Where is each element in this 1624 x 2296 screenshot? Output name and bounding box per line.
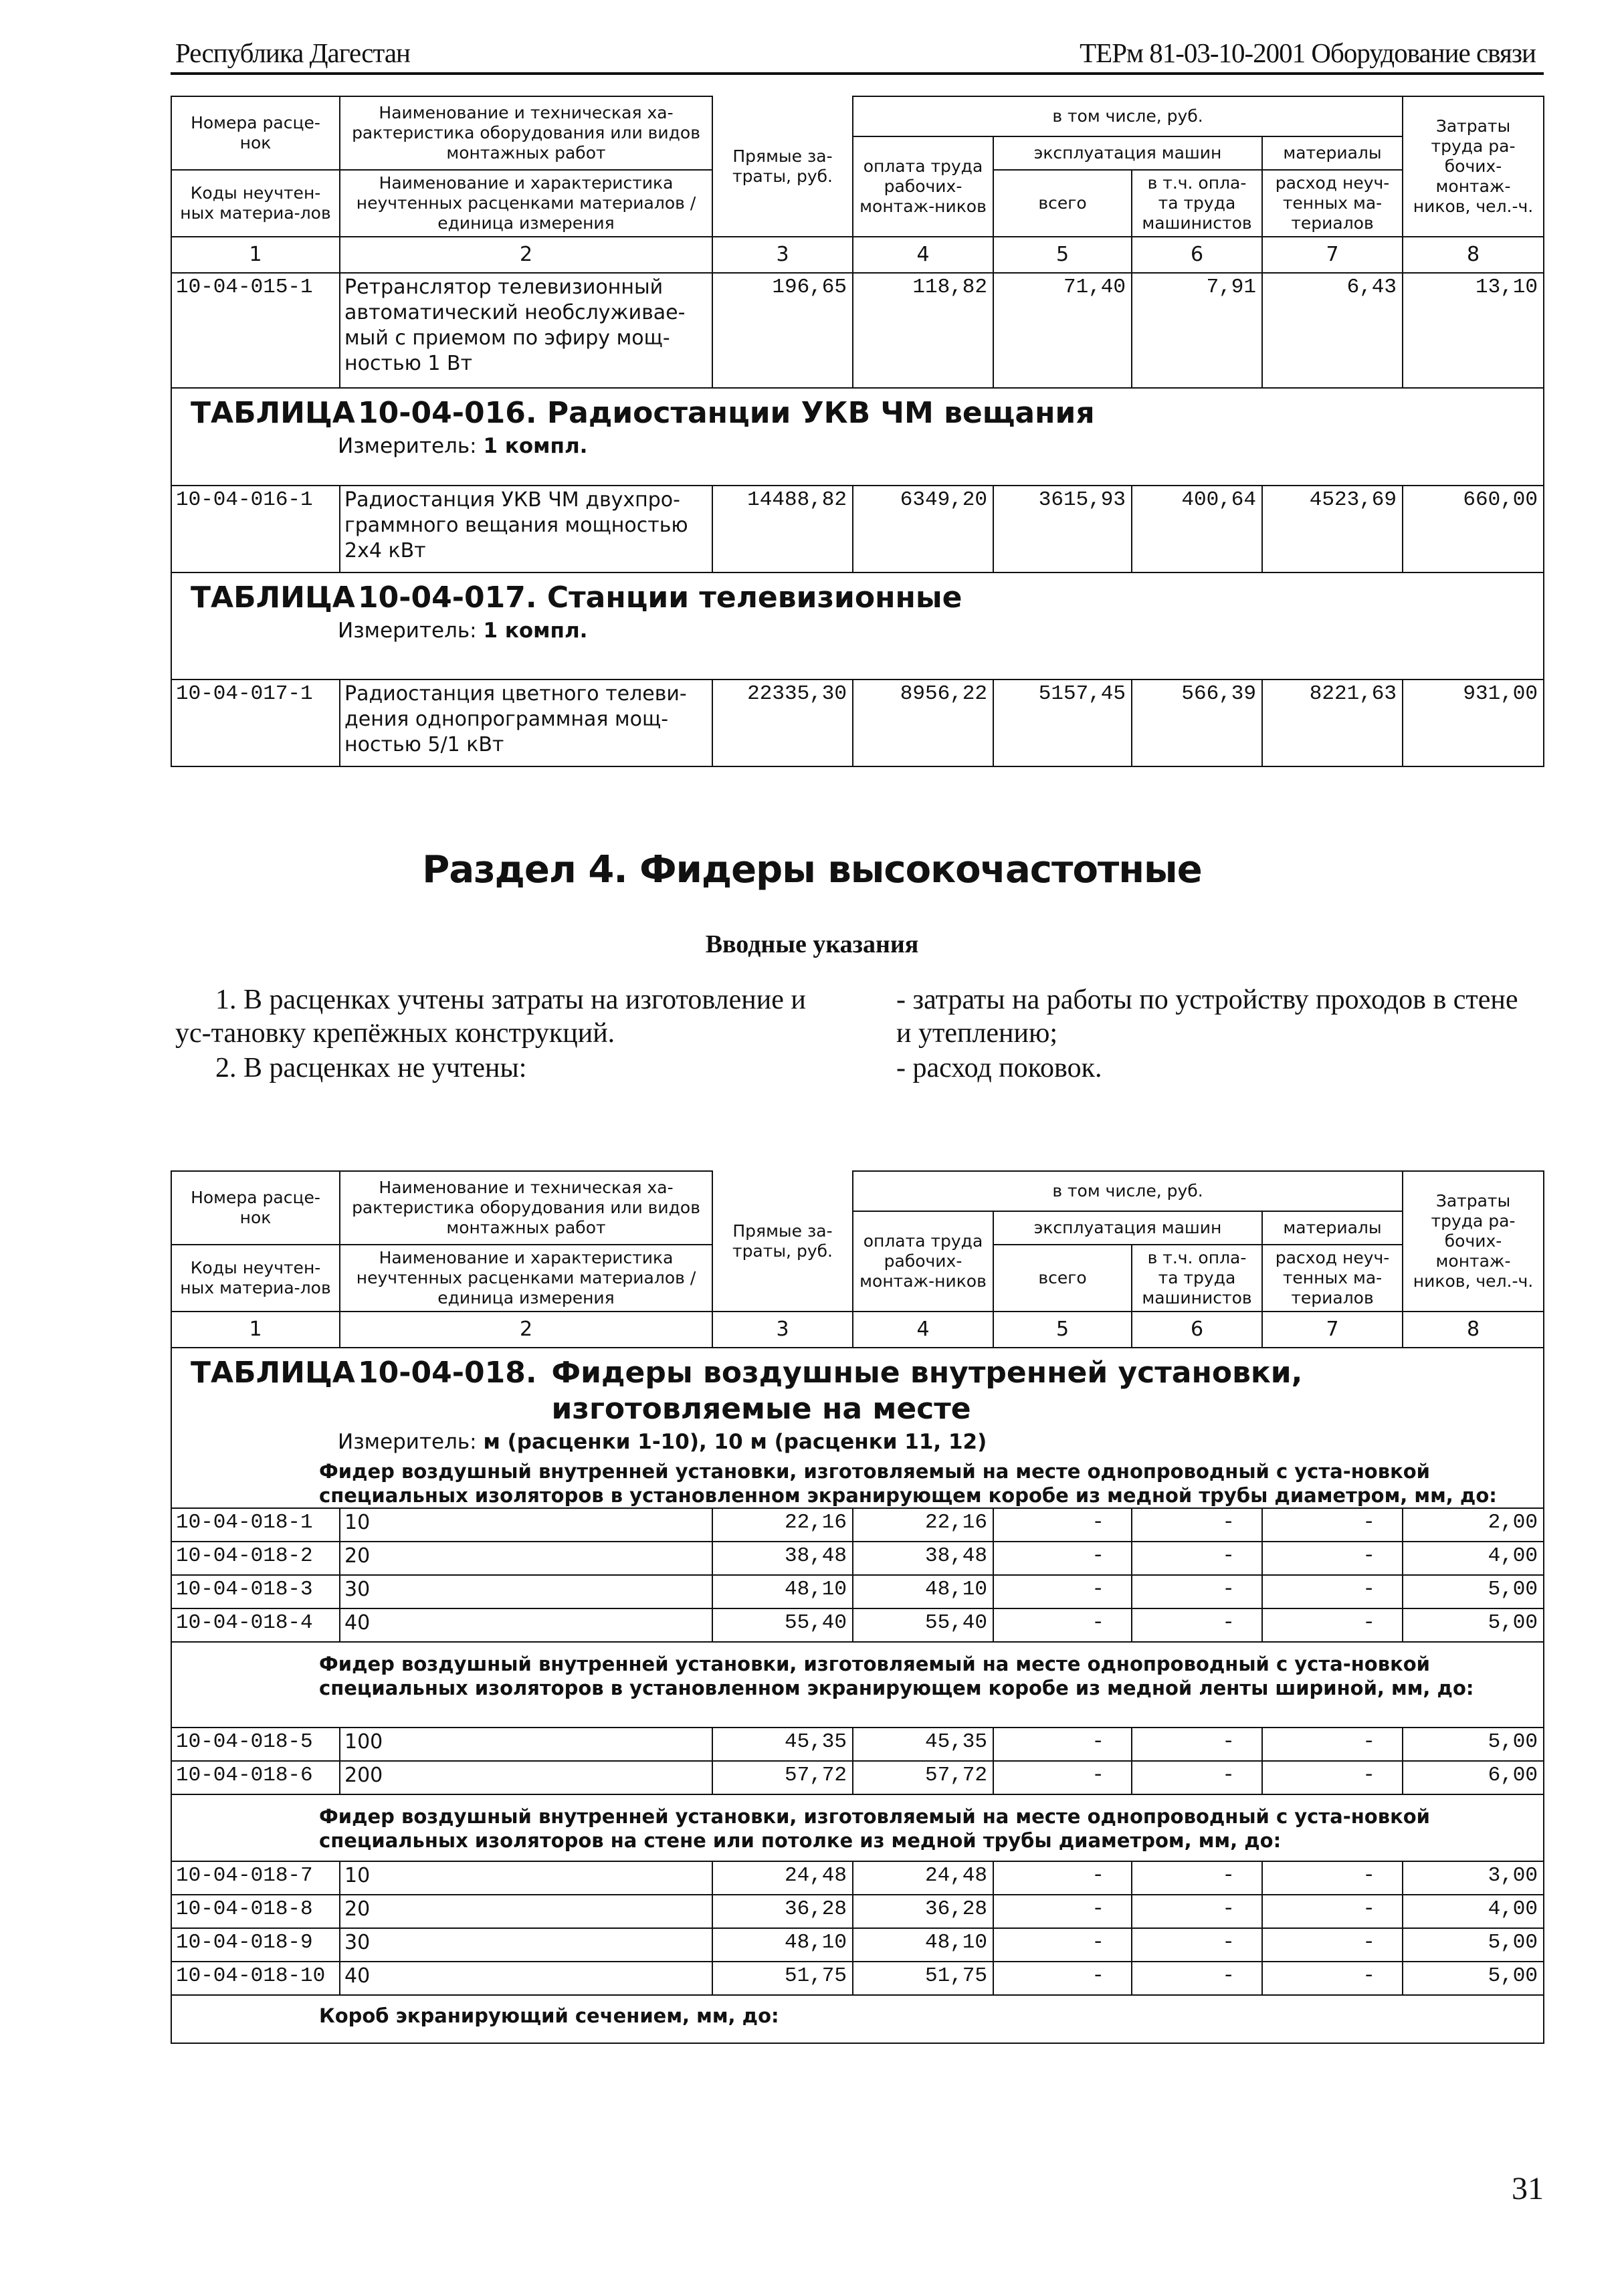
labor-hours: 2,00 (1403, 1508, 1544, 1542)
rate-name: 40 (340, 1608, 712, 1642)
group-2-rows (171, 1728, 1544, 1794)
col-head-machines-incl: в т.ч. опла-та труда машинистов (1132, 170, 1262, 237)
rate-name: Радиостанция УКВ ЧМ двухпро-граммного вещания мощностью 2х4 кВт (340, 486, 712, 572)
rate-code: 10-04-018-4 (171, 1608, 340, 1642)
labor-hours: 4,00 (1403, 1542, 1544, 1575)
rate-code: 10-04-018-9 (171, 1928, 340, 1962)
group-row (171, 1995, 1544, 2043)
col-num: 1 (171, 1312, 340, 1348)
machines-total: - (993, 1542, 1132, 1575)
machines-total: - (993, 1928, 1132, 1962)
materials: - (1262, 1728, 1403, 1761)
col-head-labor: Затраты труда ра-бочих-монтаж-ников, чел.-ч. (1403, 96, 1544, 237)
direct-cost: 196,65 (712, 273, 853, 388)
direct-cost: 48,10 (712, 1928, 853, 1962)
col-head-direct: Прямые за-траты, руб. (712, 1171, 853, 1312)
col-num: 8 (1403, 1312, 1544, 1348)
rate-code: 10-04-018-10 (171, 1962, 340, 1995)
labor-pay: 48,10 (853, 1928, 993, 1962)
table-number: 10-04-016. (358, 396, 537, 430)
col-head-materials: материалы (1262, 1211, 1403, 1245)
col-head-machines-incl: в т.ч. опла-та труда машинистов (1132, 1245, 1262, 1312)
machines-incl: - (1132, 1542, 1262, 1575)
labor-hours: 660,00 (1403, 486, 1544, 572)
materials: - (1262, 1928, 1403, 1962)
direct-cost: 36,28 (712, 1895, 853, 1928)
materials: - (1262, 1861, 1403, 1895)
labor-pay: 38,48 (853, 1542, 993, 1575)
machines-total: - (993, 1962, 1132, 1995)
group-heading: Фидер воздушный внутренней установки, изготовляемый на месте однопроводный с уста-новкой специальных изоляторов в установленном экранирующем коробе из медной ленты шириной, мм, до: (319, 1653, 1474, 1699)
measure-label: Измеритель: (338, 434, 477, 458)
col-head-materials-sub: расход неуч-тенных ма-териалов (1262, 170, 1403, 237)
rate-code: 10-04-018-8 (171, 1895, 340, 1928)
rate-code: 10-04-018-6 (171, 1761, 340, 1794)
col-head-materials-sub: расход неуч-тенных ма-териалов (1262, 1245, 1403, 1312)
col-num: 7 (1262, 1312, 1403, 1348)
col-num: 2 (340, 1312, 712, 1348)
materials: - (1262, 1575, 1403, 1608)
machines-incl: - (1132, 1895, 1262, 1928)
group-row (171, 1794, 1544, 1861)
group-3-rows (171, 1861, 1544, 1995)
machines-total: - (993, 1608, 1132, 1642)
col-head-name-top: Наименование и техническая ха-рактеристика оборудования или видов монтажных работ (340, 1171, 712, 1245)
labor-hours: 6,00 (1403, 1761, 1544, 1794)
direct-cost: 45,35 (712, 1728, 853, 1761)
machines-incl: - (1132, 1728, 1262, 1761)
rates-table-018 (171, 1170, 1544, 2044)
machines-total: - (993, 1575, 1132, 1608)
rate-code: 10-04-018-7 (171, 1861, 340, 1895)
table-heading-017 (171, 572, 1544, 680)
machines-total: 71,40 (993, 273, 1132, 388)
col-head-labor: Затраты труда ра-бочих-монтаж-ников, чел.-ч. (1403, 1171, 1544, 1312)
col-head-machines-total: всего (993, 1245, 1132, 1312)
col-num: 2 (340, 237, 712, 273)
table-number: 10-04-018. (358, 1356, 537, 1390)
rate-code: 10-04-016-1 (171, 486, 340, 572)
materials: - (1262, 1542, 1403, 1575)
col-head-name-bottom: Наименование и характеристика неучтенных расценками материалов / единица измерения (340, 1245, 712, 1312)
direct-cost: 14488,82 (712, 486, 853, 572)
table-row (171, 1728, 1544, 1761)
materials: 8221,63 (1262, 680, 1403, 766)
table-title: Радиостанции УКВ ЧМ вещания (546, 396, 1095, 430)
labor-pay: 57,72 (853, 1761, 993, 1794)
col-num: 3 (712, 1312, 853, 1348)
section-title: Раздел 4. Фидеры высокочастотные (422, 848, 1202, 892)
materials: - (1262, 1895, 1403, 1928)
rates-table-top (171, 96, 1544, 767)
machines-incl: - (1132, 1761, 1262, 1794)
col-num: 5 (993, 237, 1132, 273)
table-heading-016 (171, 388, 1544, 486)
labor-pay: 6349,20 (853, 486, 993, 572)
measure-label: Измеритель: (338, 619, 477, 643)
table-row (171, 1962, 1544, 1995)
materials: - (1262, 1608, 1403, 1642)
running-header-region: Республика Дагестан (175, 37, 410, 68)
direct-cost: 55,40 (712, 1608, 853, 1642)
col-num: 6 (1132, 237, 1262, 273)
table-row (171, 1928, 1544, 1962)
direct-cost: 38,48 (712, 1542, 853, 1575)
direct-cost: 51,75 (712, 1962, 853, 1995)
machines-total: 5157,45 (993, 680, 1132, 766)
rate-name: 100 (340, 1728, 712, 1761)
machines-total: - (993, 1895, 1132, 1928)
table-row (171, 486, 1544, 572)
col-num: 4 (853, 1312, 993, 1348)
machines-incl: - (1132, 1962, 1262, 1995)
group-row (171, 1642, 1544, 1728)
rate-code: 10-04-018-5 (171, 1728, 340, 1761)
machines-total: - (993, 1861, 1132, 1895)
intro-dash-1: - затраты на работы по устройству проходов в стене и утеплению; (896, 984, 1518, 1049)
labor-pay: 24,48 (853, 1861, 993, 1895)
materials: - (1262, 1761, 1403, 1794)
col-num: 6 (1132, 1312, 1262, 1348)
group-heading: Фидер воздушный внутренней установки, изготовляемый на месте однопроводный с уста-новкой специальных изоляторов в установленном экранирующем коробе из медной трубы диаметром, мм, до: (319, 1460, 1497, 1507)
machines-total: - (993, 1728, 1132, 1761)
labor-hours: 5,00 (1403, 1928, 1544, 1962)
labor-pay: 8956,22 (853, 680, 993, 766)
machines-incl: 566,39 (1132, 680, 1262, 766)
direct-cost: 48,10 (712, 1575, 853, 1608)
machines-incl: - (1132, 1608, 1262, 1642)
machines-incl: - (1132, 1928, 1262, 1962)
table-row (171, 1508, 1544, 1542)
labor-hours: 5,00 (1403, 1575, 1544, 1608)
col-head-incl: в том числе, руб. (853, 96, 1403, 136)
group-heading: Короб экранирующий сечением, мм, до: (319, 2004, 779, 2027)
table-title: Фидеры воздушные внутренней установки, изготовляемые на месте (551, 1356, 1303, 1426)
labor-hours: 3,00 (1403, 1861, 1544, 1895)
labor-hours: 931,00 (1403, 680, 1544, 766)
col-head-machines: эксплуатация машин (993, 1211, 1262, 1245)
labor-hours: 5,00 (1403, 1728, 1544, 1761)
col-num: 3 (712, 237, 853, 273)
col-head-code-bottom: Коды неучтен-ных материа-лов (171, 170, 340, 237)
rate-name: 20 (340, 1895, 712, 1928)
rate-name: Ретранслятор телевизионный автоматический необслуживае-мый с приемом по эфиру мощ-ностью 1 Вт (340, 273, 712, 388)
measure-value: 1 компл. (483, 434, 588, 458)
rate-code: 10-04-017-1 (171, 680, 340, 766)
table-label: ТАБЛИЦА (191, 581, 355, 615)
rate-name: 40 (340, 1962, 712, 1995)
table-row (171, 1608, 1544, 1642)
table-row (171, 1761, 1544, 1794)
materials: 6,43 (1262, 273, 1403, 388)
labor-pay: 55,40 (853, 1608, 993, 1642)
materials: - (1262, 1962, 1403, 1995)
machines-incl: - (1132, 1575, 1262, 1608)
rate-name: 10 (340, 1861, 712, 1895)
machines-incl: - (1132, 1861, 1262, 1895)
intro-dash-2: - расход поковок. (896, 1053, 1102, 1083)
measure-label: Измеритель: (338, 1430, 477, 1454)
table-label: ТАБЛИЦА (191, 1356, 355, 1390)
col-head-name-bottom: Наименование и характеристика неучтенных расценками материалов / единица измерения (340, 170, 712, 237)
machines-total: - (993, 1508, 1132, 1542)
col-head-labor-pay: оплата труда рабочих-монтаж-ников (853, 1211, 993, 1312)
rate-name: 200 (340, 1761, 712, 1794)
machines-incl: - (1132, 1508, 1262, 1542)
table-number: 10-04-017. (358, 581, 537, 615)
rate-name: 30 (340, 1928, 712, 1962)
col-num: 8 (1403, 237, 1544, 273)
table-row (171, 1542, 1544, 1575)
table-row (171, 273, 1544, 388)
running-header-doc-code: ТЕРм 81-03-10-2001 Оборудование связи (1080, 37, 1536, 68)
col-head-code-top: Номера расце-нок (171, 96, 340, 170)
rate-name: Радиостанция цветного телеви-дения однопрограммная мощ-ностью 5/1 кВт (340, 680, 712, 766)
col-num: 1 (171, 237, 340, 273)
rate-name: 10 (340, 1508, 712, 1542)
labor-hours: 5,00 (1403, 1608, 1544, 1642)
direct-cost: 22,16 (712, 1508, 853, 1542)
labor-pay: 36,28 (853, 1895, 993, 1928)
intro-point-1: 1. В расценках учтены затраты на изготовление и ус-тановку крепёжных конструкций. (175, 984, 806, 1049)
intro-point-2: 2. В расценках не учтены: (215, 1053, 527, 1083)
rate-code: 10-04-018-3 (171, 1575, 340, 1608)
materials: 4523,69 (1262, 486, 1403, 572)
labor-pay: 51,75 (853, 1962, 993, 1995)
machines-total: 3615,93 (993, 486, 1132, 572)
table-heading-018 (171, 1348, 1544, 1508)
rate-name: 30 (340, 1575, 712, 1608)
machines-incl: 7,91 (1132, 273, 1262, 388)
machines-incl: 400,64 (1132, 486, 1262, 572)
direct-cost: 24,48 (712, 1861, 853, 1895)
machines-total: - (993, 1761, 1132, 1794)
measure-value: м (расценки 1-10), 10 м (расценки 11, 12) (483, 1430, 987, 1454)
col-head-labor-pay: оплата труда рабочих-монтаж-ников (853, 136, 993, 237)
table-title: Станции телевизионные (546, 581, 962, 615)
labor-hours: 5,00 (1403, 1962, 1544, 1995)
labor-hours: 13,10 (1403, 273, 1544, 388)
table-row (171, 1861, 1544, 1895)
rate-code: 10-04-015-1 (171, 273, 340, 388)
col-head-direct: Прямые за-траты, руб. (712, 96, 853, 237)
col-head-machines: эксплуатация машин (993, 136, 1262, 170)
col-num: 5 (993, 1312, 1132, 1348)
table-row (171, 1895, 1544, 1928)
materials: - (1262, 1508, 1403, 1542)
intro-heading: Вводные указания (705, 930, 919, 958)
col-head-machines-total: всего (993, 170, 1132, 237)
col-head-materials: материалы (1262, 136, 1403, 170)
page-number: 31 (1512, 2171, 1544, 2206)
col-head-code-bottom: Коды неучтен-ных материа-лов (171, 1245, 340, 1312)
labor-hours: 4,00 (1403, 1895, 1544, 1928)
labor-pay: 48,10 (853, 1575, 993, 1608)
group-heading: Фидер воздушный внутренней установки, изготовляемый на месте однопроводный с уста-новкой специальных изоляторов на стене или потолке из медной трубы диаметром, мм, до: (319, 1805, 1431, 1852)
table-label: ТАБЛИЦА (191, 396, 355, 430)
table-row (171, 680, 1544, 766)
col-head-code-top: Номера расце-нок (171, 1171, 340, 1245)
header-rule (171, 72, 1544, 75)
col-num: 4 (853, 237, 993, 273)
direct-cost: 57,72 (712, 1761, 853, 1794)
measure-value: 1 компл. (483, 619, 588, 643)
labor-pay: 45,35 (853, 1728, 993, 1761)
table-row (171, 1575, 1544, 1608)
direct-cost: 22335,30 (712, 680, 853, 766)
col-num: 7 (1262, 237, 1403, 273)
labor-pay: 22,16 (853, 1508, 993, 1542)
rate-code: 10-04-018-2 (171, 1542, 340, 1575)
col-head-incl: в том числе, руб. (853, 1171, 1403, 1211)
rate-code: 10-04-018-1 (171, 1508, 340, 1542)
group-1-rows (171, 1508, 1544, 1642)
col-head-name-top: Наименование и техническая ха-рактеристика оборудования или видов монтажных работ (340, 96, 712, 170)
rate-name: 20 (340, 1542, 712, 1575)
labor-pay: 118,82 (853, 273, 993, 388)
